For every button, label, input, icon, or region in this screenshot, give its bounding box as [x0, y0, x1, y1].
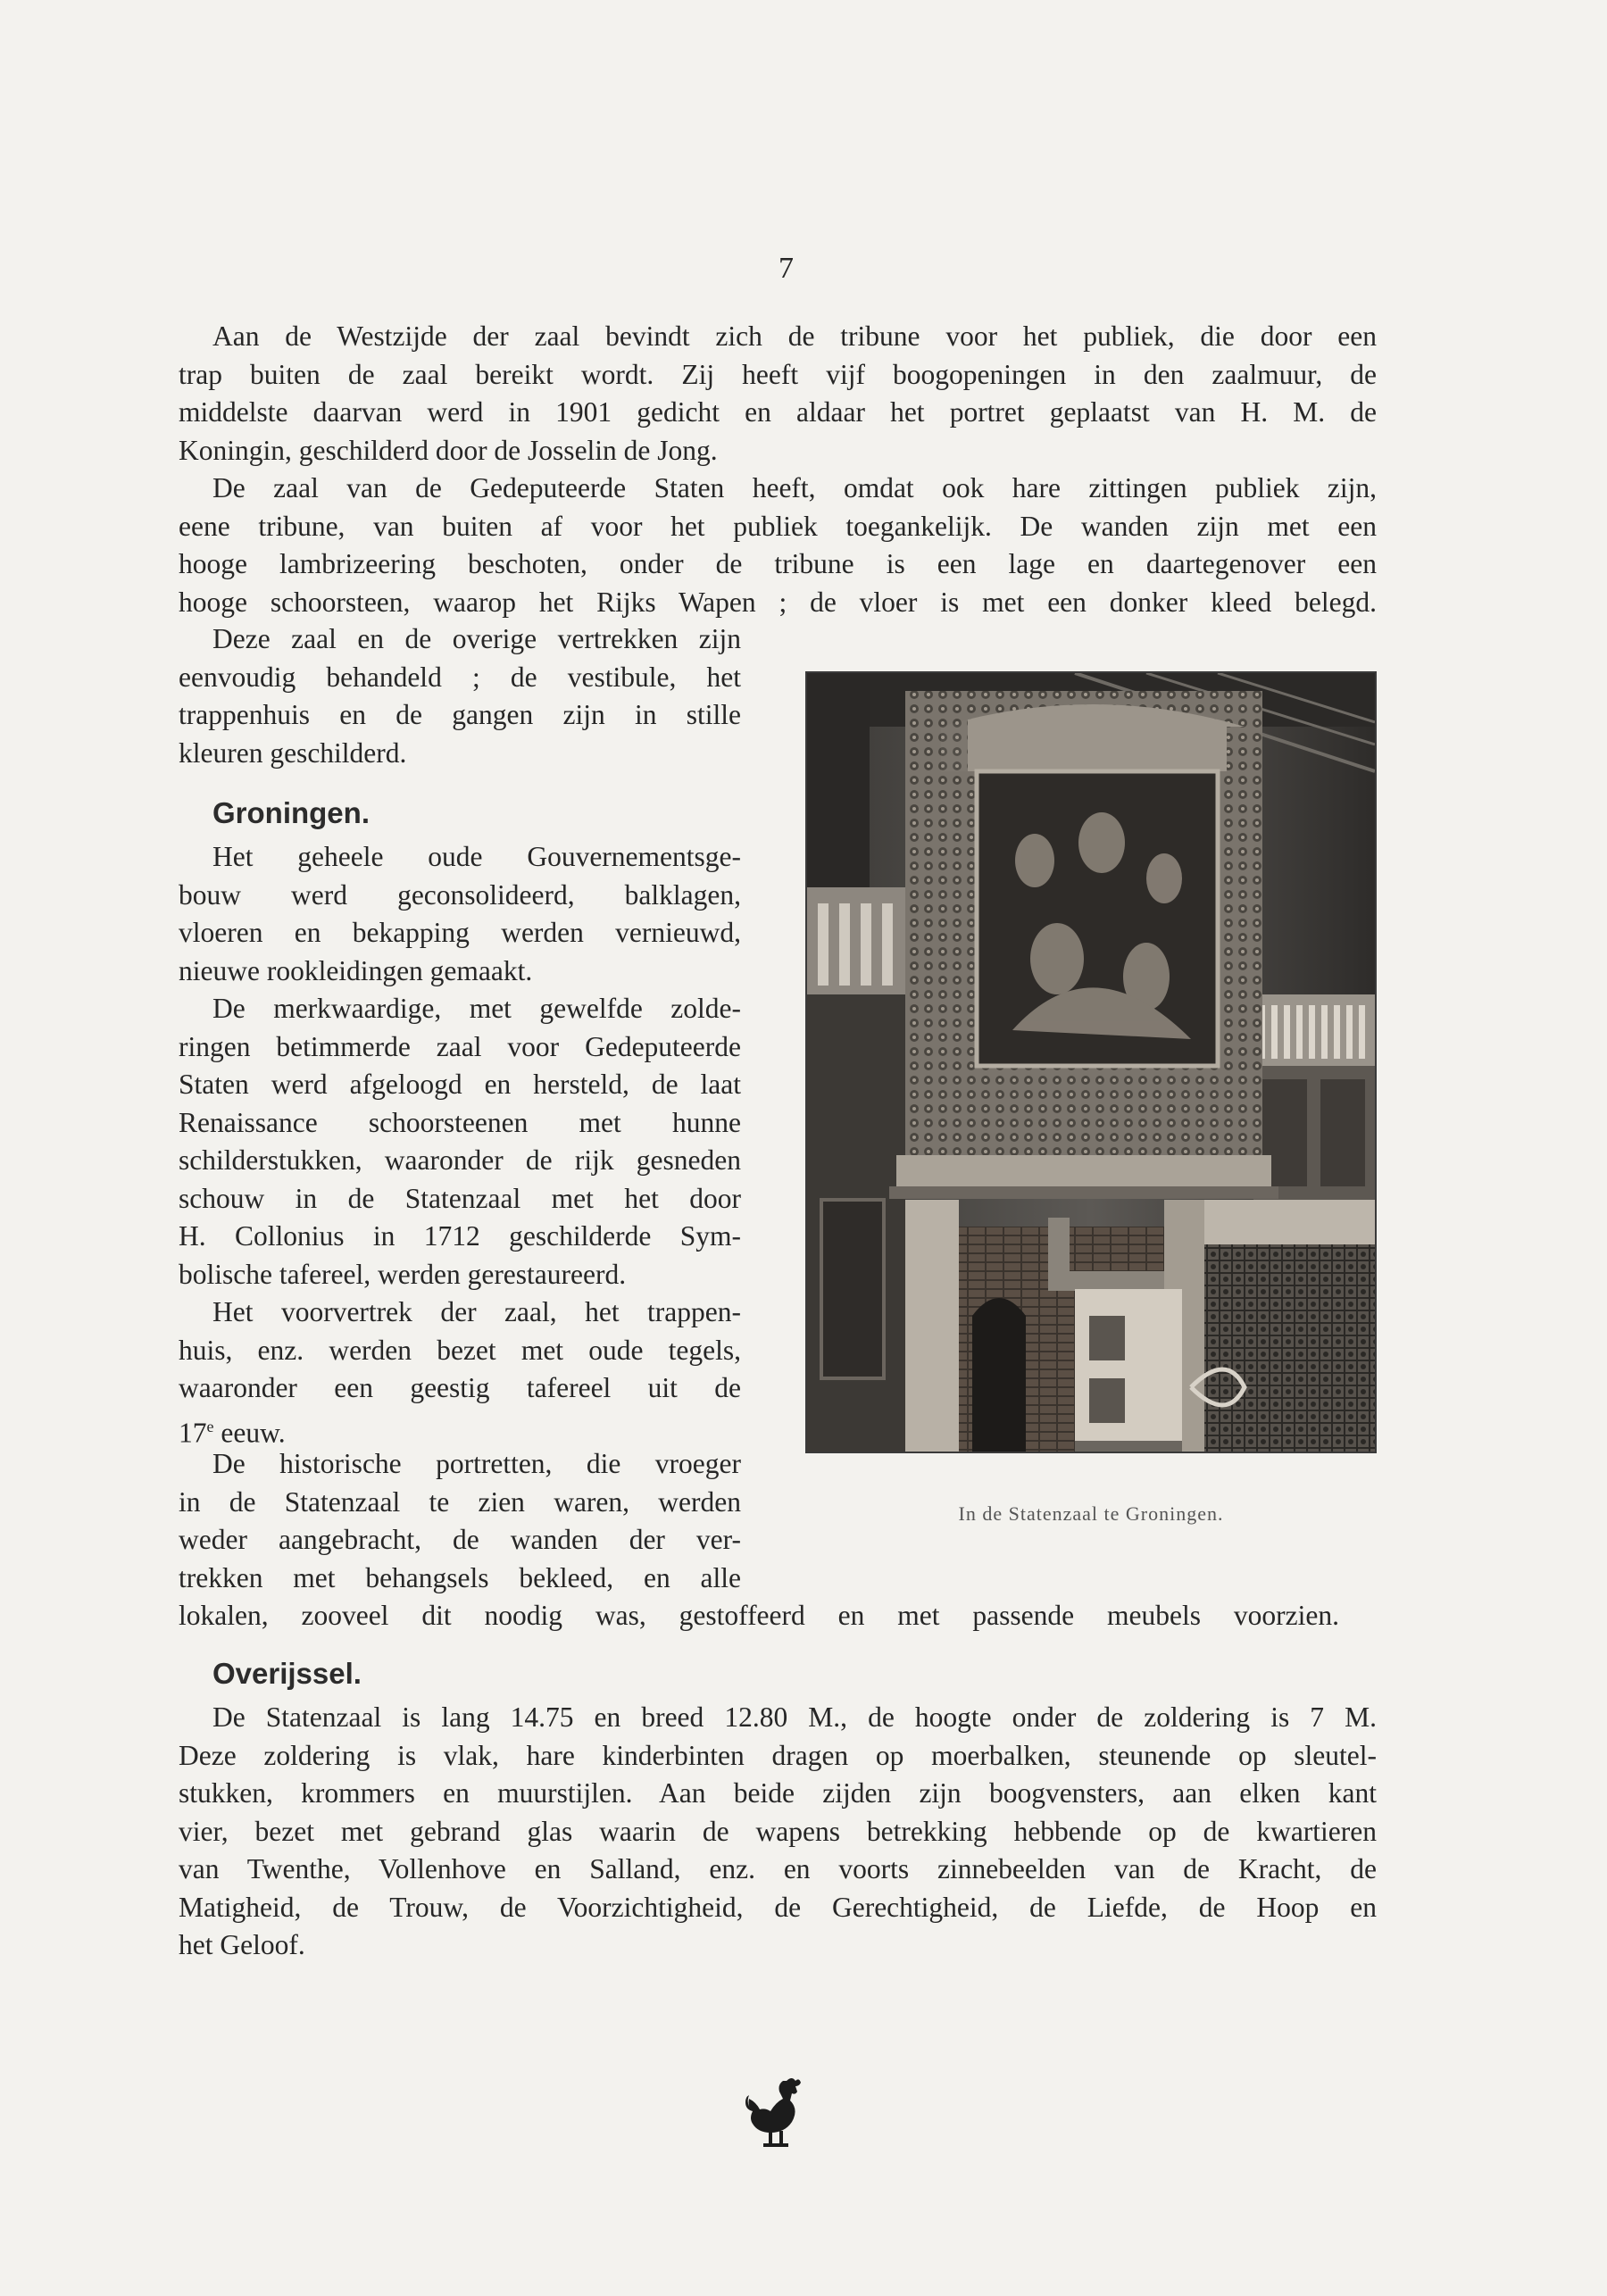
fireplace-photo-illustration: [807, 673, 1375, 1452]
text-line: ringen betimmerde zaal voor Gedeputeerde: [179, 1030, 741, 1062]
text-line: trekken met behangsels bekleed, en alle: [179, 1561, 741, 1593]
text-line: weder aangebracht, de wanden der ver-: [179, 1524, 741, 1555]
text-line: kleuren geschilderd.: [179, 736, 407, 769]
century-rest: eeuw.: [213, 1417, 286, 1448]
text-line: Renaissance schoorsteenen met hunne: [179, 1106, 741, 1138]
paragraph-overijssel: [179, 1699, 1377, 1965]
text-line: hooge lambrizeering beschoten, onder de tribune is een lage en daartegenover een: [179, 548, 1377, 579]
paragraph-gedeputeerde-staten: [179, 470, 1377, 621]
text-line: hooge schoorsteen, waarop het Rijks Wapen ; de vloer is met een donker kleed belegd.: [179, 586, 1377, 618]
text-line: schilderstukken, waaronder de rijk gesneden: [179, 1144, 741, 1176]
text-line: Matigheid, de Trouw, de Voorzichtigheid, de Gerechtigheid, de Liefde, de Hoop en: [179, 1891, 1377, 1923]
text-line: Deze zaal en de overige vertrekken zijn: [212, 623, 741, 654]
text-line: De zaal van de Gedeputeerde Staten heeft, omdat ook hare zittingen publiek zijn,: [212, 472, 1377, 503]
text-line: trap buiten de zaal bereikt wordt. Zij heeft vijf boogopeningen in den zaalmuur, de: [179, 358, 1377, 390]
text-line: Het voorvertrek der zaal, het trappen-: [212, 1296, 741, 1327]
page-number: 7: [779, 252, 794, 285]
text-line: H. Collonius in 1712 geschilderde Sym-: [179, 1220, 741, 1252]
paragraph-vertrekken: [179, 620, 741, 772]
text-line: lokalen, zooveel dit noodig was, gestoffeerd en met passende meubels voorzien.: [179, 1600, 1339, 1631]
text-line: De Statenzaal is lang 14.75 en breed 12.80 M., de hoogte onder de zoldering is 7 M.: [212, 1701, 1377, 1733]
text-line: waaronder een geestig tafereel uit de: [179, 1372, 741, 1403]
text-line: bolische tafereel, werden gerestaureerd.: [179, 1258, 627, 1290]
text-line: nieuwe rookleidingen gemaakt.: [179, 954, 533, 986]
heading-overijssel: Overijssel.: [212, 1657, 362, 1690]
text-line: De historische portretten, die vroeger: [212, 1448, 741, 1479]
rooster-ornament-icon: [744, 2076, 810, 2150]
heading-groningen: Groningen.: [212, 796, 370, 829]
text-line: eene tribune, van buiten af voor het publiek toegankelijk. De wanden zijn met een: [179, 510, 1377, 542]
century-number: 17: [179, 1417, 207, 1448]
paragraph-gouvernementsgebouw: [179, 838, 741, 990]
figure-caption: In de Statenzaal te Groningen.: [958, 1502, 1224, 1525]
text-line: eenvoudig behandeld ; de vestibule, het: [179, 661, 741, 693]
text-line: bouw werd geconsolideerd, balklagen,: [179, 878, 741, 911]
century-superscript: e: [206, 1417, 214, 1435]
text-line: Aan de Westzijde der zaal bevindt zich de tribune voor het publiek, die door een: [212, 320, 1377, 352]
paragraph-voorvertrek: [179, 1294, 741, 1452]
text-line: Het geheele oude Gouvernementsge-: [212, 841, 741, 872]
text-line: van Twenthe, Vollenhove en Salland, enz. en voorts zinnebeelden van de Kracht, de: [179, 1853, 1377, 1884]
text-line: stukken, krommers en muurstijlen. Aan beide zijden zijn boogvensters, aan elken kant: [179, 1777, 1377, 1809]
photo-statenzaal-groningen: [805, 671, 1377, 1453]
text-line: middelste daarvan werd in 1901 gedicht en aldaar het portret geplaatst van H. M. de: [179, 396, 1377, 428]
text-line: Koningin, geschilderd door de Josselin de Jong.: [179, 434, 718, 466]
paragraph-tribune: [179, 318, 1377, 470]
text-line: schouw in de Statenzaal met het door: [179, 1182, 741, 1214]
text-line: Deze zoldering is vlak, hare kinderbinten dragen op moerbalken, steunende op sleutel-: [179, 1739, 1377, 1771]
text-line: vloeren en bekapping werden vernieuwd,: [179, 917, 741, 948]
text-line: huis, enz. werden bezet met oude tegels,: [179, 1334, 741, 1366]
paragraph-merkwaardige-zaal: [179, 990, 741, 1294]
text-line: De merkwaardige, met gewelfde zolde-: [212, 993, 741, 1024]
text-line: Staten werd afgeloogd en hersteld, de laat: [179, 1069, 741, 1100]
text-line: in de Statenzaal te zien waren, werden: [179, 1485, 741, 1518]
text-line: trappenhuis en de gangen zijn in stille: [179, 699, 741, 730]
text-line: het Geloof.: [179, 1929, 305, 1960]
paragraph-portretten: [179, 1445, 1339, 1635]
text-line: vier, bezet met gebrand glas waarin de wapens betrekking hebbende op de kwartieren: [179, 1815, 1377, 1847]
